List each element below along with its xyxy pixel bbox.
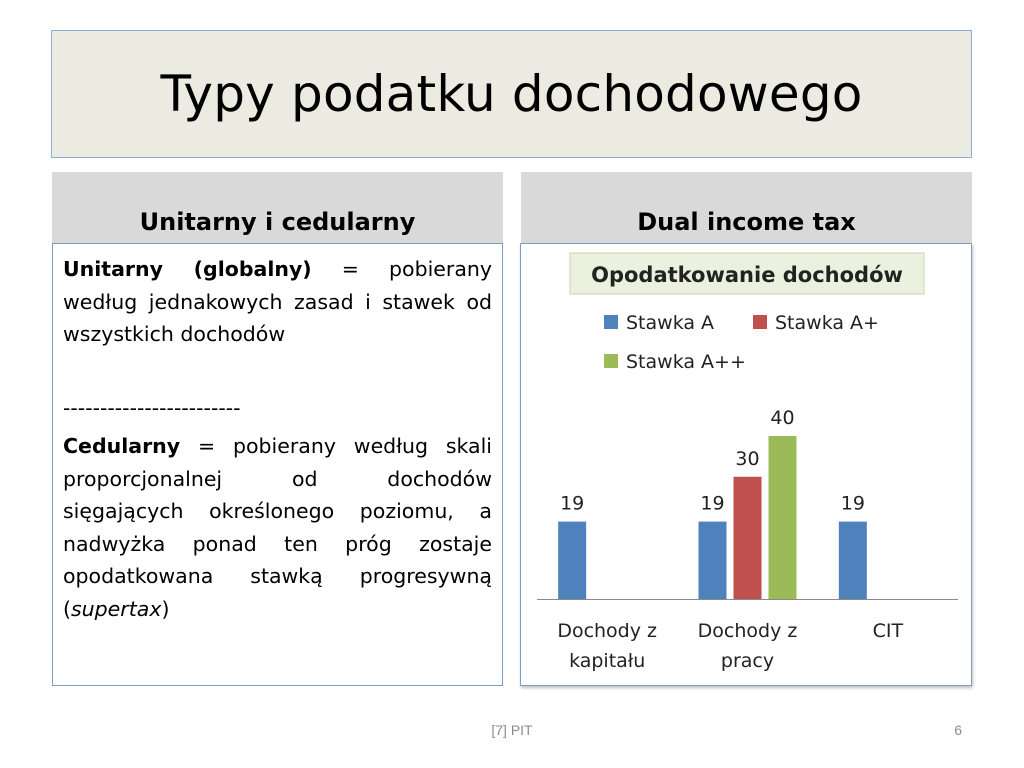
unitarny-paragraph — [63, 253, 492, 351]
chart-title: Opodatkowanie dochodów — [591, 263, 903, 287]
cedularny-closing: ) — [161, 596, 170, 621]
title-box — [51, 30, 972, 158]
category-label-2: Dochody z pracy — [697, 620, 798, 672]
page-number: 6 — [954, 722, 962, 738]
data-label-2-2: 30 — [735, 447, 760, 470]
data-label-3-1: 19 — [840, 492, 865, 515]
bar-2-3 — [769, 436, 797, 599]
legend-label-3: Stawka A++ — [626, 351, 746, 373]
legend-label-2: Stawka A+ — [775, 312, 879, 334]
legend-swatch-1 — [604, 315, 618, 329]
cedularny-definition: = pobierany według skali proporcjonalnej od dochodów sięgających określonego poziomu, a nadwyżka ponad ten próg zostaje opodatkowana stawką progresywną ( — [63, 434, 492, 621]
legend-label-1: Stawka A — [626, 312, 715, 334]
unitarny-term: Unitarny (globalny) — [63, 257, 312, 281]
data-label-2-3: 40 — [770, 407, 795, 429]
category-label-1: Dochody z kapitału — [557, 620, 658, 672]
cedularny-term: Cedularny — [63, 434, 181, 458]
slide-title: Typy podatku dochodowego — [160, 65, 863, 123]
left-column-header: Unitarny i cedularny — [52, 172, 503, 244]
bar-2-2 — [734, 477, 762, 599]
legend-swatch-2 — [753, 315, 767, 329]
cedularny-paragraph — [63, 430, 492, 625]
footer-source: [7] PIT — [491, 722, 533, 738]
data-label-2-1: 19 — [700, 492, 725, 515]
data-label-1-1: 19 — [560, 492, 585, 515]
separator-line: ------------------------ — [63, 395, 241, 420]
bar-2-1 — [699, 522, 727, 599]
unitarny-definition: = pobierany według jednakowych zasad i stawek od wszystkich dochodów — [63, 257, 493, 346]
bar-3-1 — [839, 522, 867, 599]
bar-chart — [521, 244, 971, 685]
right-column-header: Dual income tax — [521, 172, 972, 244]
category-label-3: CIT — [872, 620, 904, 642]
left-text-panel — [52, 243, 503, 686]
chart-panel — [520, 243, 972, 686]
legend-swatch-3 — [604, 354, 618, 368]
bar-1-1 — [558, 522, 586, 599]
supertax-term: supertax — [71, 596, 162, 621]
